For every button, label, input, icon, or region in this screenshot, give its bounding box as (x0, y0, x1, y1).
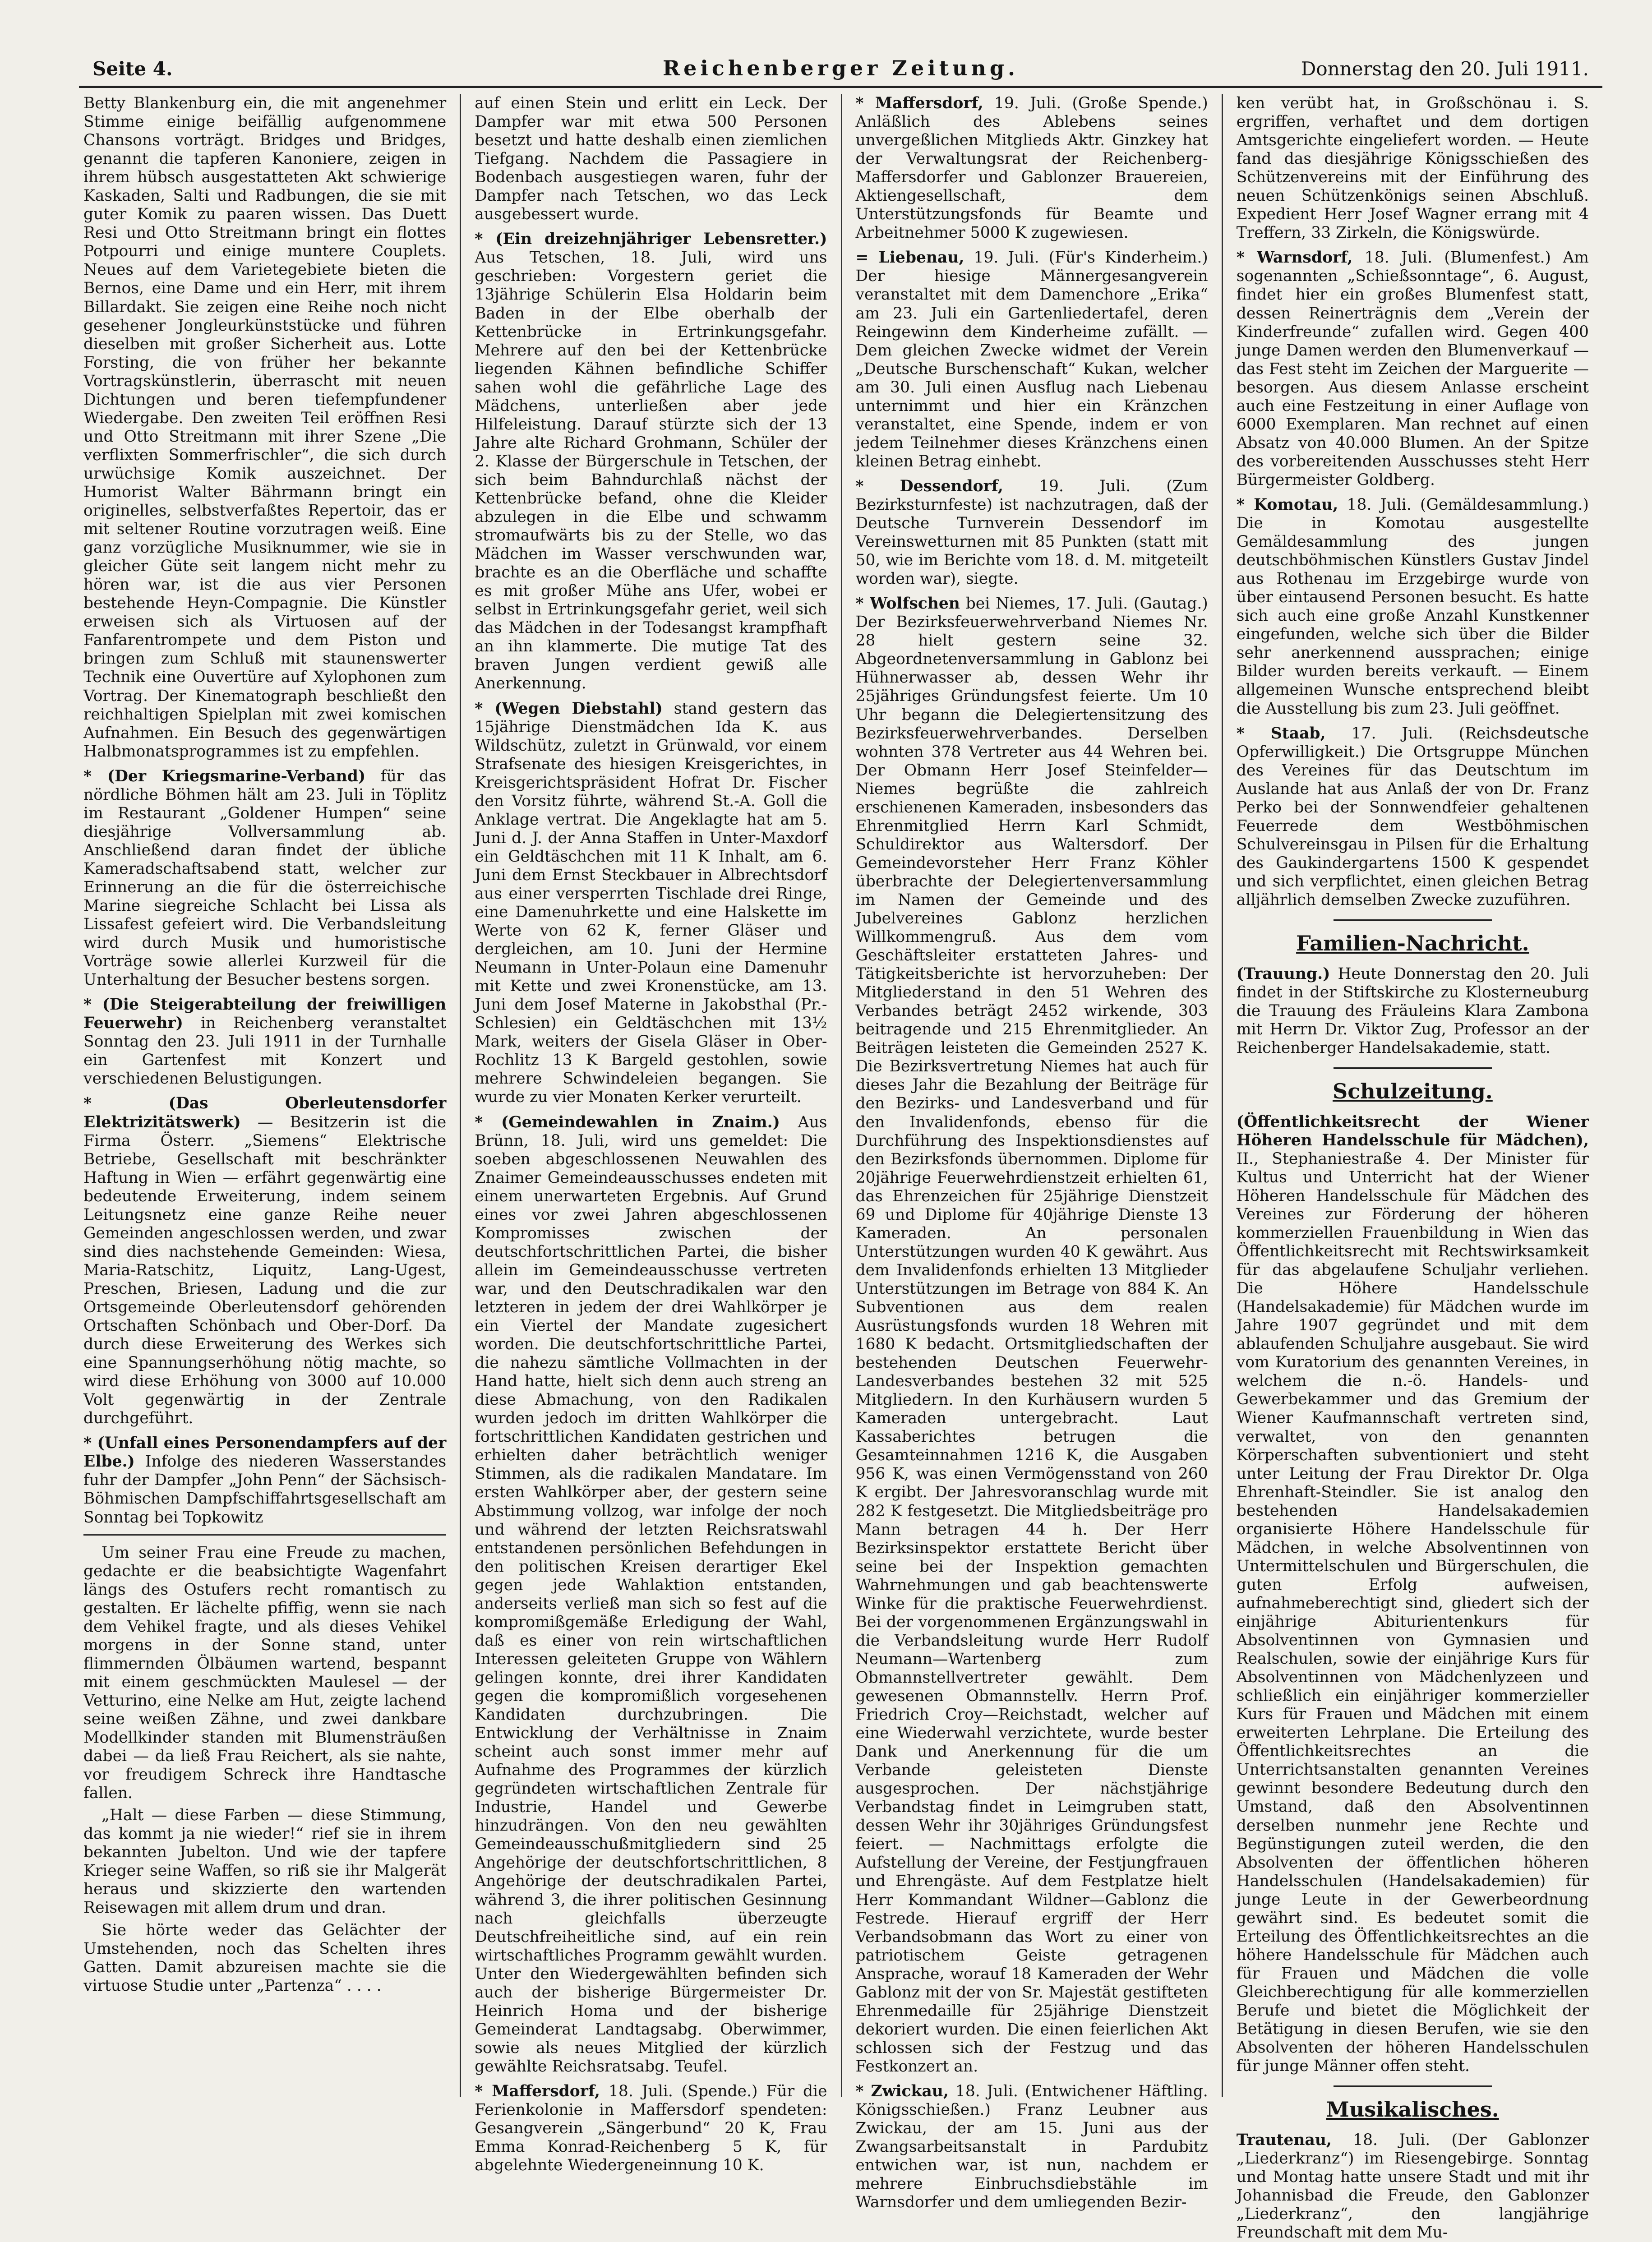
article-lebensretter: * (Ein dreizehnjähriger Lebensretter.) Aus Tetschen, 18. Juli, wird uns geschrieben: Vorgestern geriet die 13jährige Schülerin Elsa Holdarin beim Baden in der Elbe oberhalb der Kettenbrücke in Ertrinkungsgefahr. Mehrere auf den bei der Kettenbrücke liegenden Kähnen befindliche Schiffer sahen wohl die gefährliche Lage des Mädchens, unterließen aber jede Hilfeleistung. Darauf stürzte sich der 13 Jahre alte Richard Grohmann, Schüler der 2. Klasse der Bürgerschule in Tetschen, der sich beim Bahndurchlaß nächst der Kettenbrücke befand, ohne die Kleider abzulegen in die Elbe und schwamm stromaufwärts bis zu der Stelle, wo das Mädchen im Wasser verschwunden war, brachte es an die Oberfläche und schaffte es mit großer Mühe ans Ufer, wobei er selbst in Ertrinkungsgefahr geriet, weil sich das Mädchen in der Todesangst krampfhaft an ihn klammerte. Die mutige Tat des braven Jungen verdient gewiß alle Anerkennung. (475, 230, 827, 693)
issue-date: Donnerstag den 20. Juli 1911. (1301, 58, 1589, 80)
article-zwickau-cont: ken verübt hat, in Großschönau i. S. ergriffen, verhaftet und dem dortigen Amtsgerichte eingeliefert worden. — Heute fand das diesjährige Königsschießen des Schützenvereins mit der Einführung des neuen Schützenkönigs seinen Abschluß. Expedient Herr Josef Wagner errang mit 4 Treffern, 33 Zirkeln, die Königswürde. (1236, 94, 1589, 242)
section-title-familien: Familien-Nachricht. (1296, 931, 1529, 956)
page-number: Seite 4. (92, 58, 173, 80)
column-2 (460, 94, 840, 2175)
article-handelsschule: (Öffentlichkeitsrecht der Wiener Höheren Handelsschule für Mädchen), II., Stephaniestraße 4. Der Minister für Kultus und Unterricht hat der Wiener Höheren Handelsschule für Mädchen des Vereines zur Förderung der höheren kommerziellen Frauenbildung in Wien das Öffentlichkeitsrecht mit Rechtswirksamkeit für das abgelaufene Schuljahr verliehen. Die Höhere Handelsschule (Handelsakademie) für Mädchen wurde im Jahre 1907 gegründet und mit dem ablaufenden Schuljahre ausgebaut. Sie wird vom Kuratorium des genannten Vereines, in welchem die n.-ö. Handels- und Gewerbekammer und das Gremium der Wiener Kaufmannschaft vertreten sind, verwaltet, von den genannten Körperschaften subventioniert und steht unter Leitung der Frau Direktor Dr. Olga Ehrenhaft-Steindler. Sie ist analog den bestehenden Handelsakademien organisierte Höhere Handelsschule für Mädchen, in welche Absolventinnen von Untermittelschulen und Bürgerschulen, die guten Erfolg aufweisen, aufnahmeberechtigt sind, gliedert sich der einjährige Abiturientenkurs für Absolventinnen von Gymnasien und Realschulen, sowie der einjährige Kurs für Absolventinnen von Mädchenlyzeen und schließlich ein einjähriger kommerzieller Kurs für Frauen und Mädchen mit einem erweiterten Lehrplane. Die Erteilung des Öffentlichkeitsrechtes an die Unterrichtsanstalten genannten Vereines gewinnt besondere Bedeutung durch den Umstand, daß den Absolventinnen derselben nunmehr jene Rechte und Begünstigungen zuteil werden, die den Absolventen der öffentlichen höheren Handelsschulen (Handelsakademien) für junge Leute in der Gewerbeordnung gewährt sind. Es bedeutet somit die Erteilung des Öffentlichkeitsrechtes an die höhere Handelsschule für Mädchen auch für Frauen und Mädchen die volle Gleichberechtigung für alle kommerziellen Berufe und bietet die Möglichkeit der Betätigung in diesen Berufen, wie sie den Absolventen der höheren Handelsschulen für junge Männer offen steht. (1236, 1112, 1589, 2076)
feuilleton-divider (83, 1534, 446, 1536)
article-elektrizitaetswerk: * (Das Oberleutensdorfer Elektrizitätswerk) — Besitzerin ist die Firma Österr. „Siemens“ Elektrische Betriebe, Gesellschaft mit beschränkter Haftung in Wien — erfährt gegenwärtig eine bedeutende Erweiterung, indem seinem Leitungsnetz eine ganze Reihe neuer Gemeinden angeschlossen werden, und zwar sind dies nachstehende Gemeinden: Wiesa, Maria-Ratschitz, Liquitz, Lang-Ugest, Preschen, Briesen, Ladung und die zur Ortsgemeinde Oberleutensdorf gehörenden Ortschaften Schönbach und Ober-Dorf. Da durch diese Erweiterung des Werkes sich eine Spannungserhöhung nötig machte, so wird diese Erhöhung von 3000 auf 10.000 Volt gegenwärtig in der Zentrale durchgeführt. (83, 1094, 447, 1428)
article-staab: * Staab, 17. Juli. (Reichsdeutsche Opferwilligkeit.) Die Ortsgruppe München des Vereines für das Deutschtum im Auslande hat aus Anlaß der von Dr. Franz Perko bei der Sonnwendfeier gehaltenen Feuerrede dem Westböhmischen Schulvereinsgau in Pilsen für die Erhaltung des Gaukindergartens 1500 K gespendet und sich verpflichtet, einen gleichen Betrag alljährlich demselben Zwecke zuzuführen. (1236, 724, 1589, 909)
article-gautag: * Wolfschen bei Niemes, 17. Juli. (Gautag.) Der Bezirksfeuerwehrverband Niemes Nr. 28 hielt gestern seine 32. Abgeordnetenversammlung in Gablonz bei Hühnerwasser ab, dessen Wehr ihr 25jähriges Gründungsfest feierte. Um 10 Uhr begann die Delegiertensitzung des Bezirksfeuerwehrverbandes. Derselben wohnten 378 Vertreter aus 44 Wehren bei. Der Obmann Herr Josef Steinfelder—Niemes begrüßte die zahlreich erschienenen Kameraden, insbesonders das Ehrenmitglied Herrn Karl Schmidt, Schuldirektor aus Waltersdorf. Der Gemeindevorsteher Herr Franz Köhler überbrachte der Delegiertenversammlung im Namen der Gemeinde und des Jubelvereines Gablonz herzlichen Willkommengruß. Aus dem vom Geschäftsleiter erstatteten Jahres- und Tätigkeitsberichte ist hervorzuheben: Der Mitgliederstand in den 51 Wehren des Verbandes beträgt 2452 wirkende, 303 beitragende und 215 Ehrenmitglieder. An Beiträgen leisteten die Gemeinden 2527 K. Die Bezirksvertretung Niemes hat auch für dieses Jahr die Bezahlung der Beiträge für den Bezirks- und Landesverband und für den Invalidenfonds, ebenso für die Durchführung des Inspektionsdienstes auf den Bezirksfonds übernommen. Diplome für 20jährige Feuerwehrdienstzeit erhielten 61, das Ehrenzeichen für 25jährige Dienstzeit 69 und Diplome für 40jährige Dienste 13 Kameraden. An personalen Unterstützungen wurden 40 K gewährt. Aus dem Invalidenfonds erhielten 13 Mitglieder Unterstützungen im Betrage von 884 K. An Subventionen aus dem realen Ausrüstungsfonds wurden 18 Wehren mit 1680 K bedacht. Ortsmitgliedschaften der bestehenden Deutschen Feuerwehr-Landesverbandes bestehen 32 mit 525 Mitgliedern. In den Kurhäusern wurden 5 Kameraden untergebracht. Laut Kassaberichtes betrugen die Gesamteinnahmen 1216 K, die Ausgaben 956 K, was einen Vermögensstand von 260 K ergibt. Der Jahresvoranschlag wurde mit 282 K festgesetzt. Die Mitgliedsbeiträge pro Mann betragen 44 h. Der Herr Bezirksinspektor erstattete Bericht über seine bei der Inspektion gemachten Wahrnehmungen und gab beachtenswerte Winke für die praktische Feuerwehrdienst. Bei der vorgenommenen Ergänzungswahl in die Verbandsleitung wurde Herr Rudolf Neumann—Wartenberg zum Obmannstellvertreter gewählt. Dem gewesenen Obmannstellv. Herrn Prof. Friedrich Croy—Reichstadt, welcher auf eine Wiederwahl verzichtete, wurde bester Dank und Anerkennung für die um Verbande geleisteten Dienste ausgesprochen. Der nächstjährige Verbandstag findet in Leimgruben statt, dessen Wehr ihr 30jähriges Gründungsfest feiert. — Nachmittags erfolgte die Aufstellung der Vereine, der Festjungfrauen und Ehrengäste. Auf dem Festplatze hielt Herr Kommandant Wildner—Gablonz die Festrede. Hierauf ergriff der Herr Verbandsobmann das Wort zu einer von patriotischem Geiste getragenen Ansprache, worauf 18 Kameraden der Wehr Gablonz mit der von Sr. Majestät gestifteten Ehrenmedaille für 25jährige Dienstzeit dekoriert wurden. Die einen feierlichen Akt schlossen sich der Festzug und das Festkonzert an. (855, 595, 1208, 2076)
article-liebenau: = Liebenau, 19. Juli. (Für's Kinderheim.) Der hiesige Männergesangverein veranstaltet mit dem Damenchore „Erika“ am 23. Juli ein Gartenliedertafel, deren Reingewinn dem Kinderheime zufällt. — Dem gleichen Zwecke widmet der Verein „Deutsche Burschenschaft“ Kukan, welcher am 30. Juli einen Ausflug nach Liebenau unternimmt und hier ein Kränzchen veranstaltet, eine Spende, indem er von jedem Teilnehmer dieses Kränzchens einen kleinen Betrag einhebt. (855, 249, 1208, 471)
column-3 (841, 94, 1222, 2212)
article-trauung: (Trauung.) Heute Donnerstag den 20. Juli findet in der Stiftskirche zu Klosterneuburg die Trauung des Fräuleins Klara Zambona mit Herrn Dr. Viktor Zug, Professor an der Reichenberger Handelsakademie, statt. (1236, 964, 1589, 1057)
article-dampfer-unfall: * (Unfall eines Personendampfers auf der Elbe.) Infolge des niederen Wasserstandes fuhr der Dampfer „John Penn“ der Sächsisch-Böhmischen Dampfschiffahrtsgesellschaft am Sonntag bei Topkowitz (83, 1434, 447, 1527)
column-4 (1222, 94, 1602, 2242)
feuilleton-text: Um seiner Frau eine Freude zu machen, gedachte er die beabsichtigte Wagenfahrt längs des Ostufers recht romantisch zu gestalten. Er lächelte pfiffig, wenn sie nach dem Vehikel fragte, und als dieses Vehikel morgens in der Sonne stand, unter flimmernden Ölbäumen wartend, bespannt mit einem geschmückten Maulesel — der Vetturino, eine Nelke am Hut, zeigte lachend seine weißen Zähne, und zwei dankbare Modellkinder standen mit Blumensträußen dabei — da ließ Frau Reichert, als sie nahte, vor freudigem Schreck ihre Handtasche fallen. „Halt — diese Farben — diese Stimmung, das kommt ja nie wieder!“ rief sie in ihrem bekannten Jubelton. Und wie der tapfere Krieger seine Waffen, so riß sie ihr Malgerät heraus und skizzierte den wartenden Reisewagen mit allem drum und dran. Sie hörte weder das Gelächter der Umstehenden, noch das Schelten ihres Gatten. Damit abzureisen machte sie die virtuose Studie unter „Partenza“ . . . . (83, 1543, 447, 1995)
section-divider (1334, 919, 1492, 921)
article-kriegsmarine: * (Der Kriegsmarine-Verband) für das nördliche Böhmen hält am 23. Juli in Töplitz im Restaurant „Goldener Humpen“ seine diesjährige Vollversammlung ab. Anschließend daran findet der übliche Kameradschaftsabend statt, welcher zur Erinnerung an die für die österreichische Marine siegreiche Schlacht bei Lissa als Lissafest gefeiert wird. Die Verbandsleitung wird durch Musik und humoristische Vorträge sowie allerlei Kurzweil für die Unterhaltung der Besucher bestens sorgen. (83, 767, 447, 989)
article-zwickau: * Zwickau, 18. Juli. (Entwichener Häftling. Königsschießen.) Franz Leubner aus Zwickau, der am 15. Juni aus der Zwangsarbeitsanstalt in Pardubitz entwichen war, ist nun, nachdem er mehrere Einbruchsdiebstähle im Warnsdorfer und dem umliegenden Bezir- (855, 2082, 1208, 2212)
article-warnsdorf: * Warnsdorf, 18. Juli. (Blumenfest.) Am sogenannten „Schießsonntage“, 6. August, findet hier ein großes Blumenfest statt, dessen Reinerträgnis dem „Verein der Kinderfreunde“ zufallen wird. Gegen 400 junge Damen werden den Blumenverkauf — das Fest steht im Zeichen der Marguerite — besorgen. Aus diesem Anlasse erscheint auch eine Festzeitung in einer Auflage von 6000 Exemplaren. Man rechnet auf einen Absatz von 40.000 Blumen. An der Spitze des vorbereitenden Ausschusses steht Herr Bürgermeister Goldberg. (1236, 249, 1589, 489)
article-maffersdorf-grosse-spende: * Maffersdorf, 19. Juli. (Große Spende.) Anläßlich des Ablebens seines unvergeßlichen Mitglieds Aktr. Ginzkey hat der Verwaltungsrat der Reichenberg-Maffersdorfer und Gablonzer Brauereien, Aktiengesellschaft, dem Unterstützungsfonds für Beamte und Arbeitnehmer 5000 K zugewiesen. (855, 94, 1208, 242)
section-divider (1334, 2085, 1492, 2087)
masthead: Reichenberger Zeitung. (662, 56, 1019, 80)
article-komotau: * Komotau, 18. Juli. (Gemäldesammlung.) Die in Komotau ausgestellte Gemäldesammlung des jungen deutschböhmischen Künstlers Gustav Jindel aus Rothenau im Erzgebirge wurde von über eintausend Personen besucht. Es hatte sich auch eine große Anzahl Kunstkenner eingefunden, welche sich über die Bilder sehr anerkennend aussprachen; einige Bilder wurden bereits verkauft. — Einem allgemeinen Wunsche entsprechend bleibt die Ausstellung bis zum 23. Juli geöffnet. (1236, 495, 1589, 718)
article-trautenau: Trautenau, 18. Juli. (Der Gablonzer „Liederkranz“) im Riesengebirge. Sonntag und Montag hatte unsere Stadt und mit ihr Johannisbad die Freude, den Gablonzer „Liederkranz“, den langjährige Freundschaft mit dem Mu- (1236, 2131, 1589, 2242)
article-variety-review: Betty Blankenburg ein, die mit angenehmer Stimme einige beifällig aufgenommene Chansons vorträgt. Bridges und Bridges, genannt die tapferen Kanoniere, zeigen in ihrem hübsch ausgestatteten Akt schwierige Kaskaden, Salti und Radbungen, die sie mit guter Komik zu paaren wissen. Das Duett Resi und Otto Streitmann bringt ein flottes Potpourri und einige muntere Couplets. Neues auf dem Varietegebiete bieten die Bernos, eine Dame und ein Herr, mit ihrem Billardakt. Sie zeigen eine Reihe noch nicht gesehener Jongleurkünststücke und führen dieselben mit großer Sicherheit aus. Lotte Forsting, die von früher her bekannte Vortragskünstlerin, überrascht mit neuen Dichtungen und beren tiefempfundener Wiedergabe. Den zweiten Teil eröffnen Resi und Otto Streitmann mit ihrer Szene „Die verflixten Sommerfrischler“, die sich durch urwüchsige Komik auszeichnet. Der Humorist Walter Bährmann bringt ein originelles, selbstverfaßtes Repertoir, das er mit seltener Routine vorzutragen weiß. Eine ganz vorzügliche Musiknummer, wie sie in gleicher Güte seit langem nicht mehr zu hören war, ist die aus vier Personen bestehende Heyn-Compagnie. Die Künstler erweisen sich als Virtuosen auf der Fanfarentrompete und dem Piston und bringen zum Schluß mit staunenswerter Technik eine Ouvertüre auf Xylophonen zum Vortrag. Der Kinematograph beschließt den reichhaltigen Spielplan mit zwei komischen Aufnahmen. Ein Besuch des gegenwärtigen Halbmonatsprogrammes ist zu empfehlen. (83, 94, 447, 761)
article-diebstahl: * (Wegen Diebstahl) stand gestern das 15jährige Dienstmädchen Ida K. aus Wildschütz, zuletzt in Grünwald, vor einem Strafsenate des hiesigen Kreisgerichtes, in Kreisgerichtspräsident Hofrat Dr. Fischer den Vorsitz führte, während St.-A. Goll die Anklage vertrat. Die Angeklagte hat am 5. Juni d. J. der Anna Staffen in Unter-Maxdorf ein Geldtäschchen mit 11 K Inhalt, am 6. Juni dem Ernst Steckbauer in Albrechtsdorf aus einer versperrten Tischlade drei Ringe, eine Damenuhrkette und eine Halskette im Werte von 62 K, ferner Gläser und dergleichen, am 10. Juni der Hermine Neumann in Unter-Polaun eine Damenuhr mit Kette und zwei Kronenstücke, am 13. Juni dem Josef Materne in Jakobsthal (Pr.-Schlesien) ein Geldtäschchen mit 13½ Mark, weiters der Gisela Gläser in Ober-Rochlitz 13 K Bargeld gestohlen, sowie mehrere Schwindeleien begangen. Sie wurde zu vier Monaten Kerker verurteilt. (475, 699, 827, 1107)
columns (79, 94, 1602, 2242)
article-dessendorf: * Dessendorf, 19. Juli. (Zum Bezirksturnfeste) ist nachzutragen, daß der Deutsche Turnverein Dessendorf im Vereinswetturnen mit 85 Punkten (statt mit 50, wie im Berichte vom 18. d. M. mitgeteilt worden war), siegte. (855, 477, 1208, 588)
page-header (79, 54, 1602, 88)
section-divider (1334, 1067, 1492, 1069)
section-title-schulzeitung: Schulzeitung. (1332, 1079, 1493, 1103)
article-steigerabteilung: * (Die Steigerabteilung der freiwilligen Feuerwehr) in Reichenberg veranstaltet Sonntag den 23. Juli 1911 in der Turnhalle ein Gartenfest mit Konzert und verschiedenen Belustigungen. (83, 996, 447, 1088)
section-title-musikalisches: Musikalisches. (1326, 2097, 1499, 2122)
article-dampfer-cont: auf einen Stein und erlitt ein Leck. Der Dampfer war mit etwa 500 Personen besetzt und hatte deshalb einen ziemlichen Tiefgang. Nachdem die Passagiere in Bodenbach ausgestiegen waren, fuhr der Dampfer nach Tetschen, wo das Leck ausgebessert wurde. (475, 94, 827, 224)
column-1 (79, 94, 460, 2097)
article-maffersdorf-spende: * Maffersdorf, 18. Juli. (Spende.) Für die Ferienkolonie in Maffersdorf spendeten: Gesangverein „Sängerbund“ 20 K, Frau Emma Konrad-Reichenberg 5 K, für abgelehnte Wiedergeneinnung 10 K. (475, 2082, 827, 2175)
article-gemeindewahlen: * (Gemeindewahlen in Znaim.) Aus Brünn, 18. Juli, wird uns gemeldet: Die soeben abgeschlossenen Neuwahlen des Znaimer Gemeindeausschusses endeten mit einem unerwarteten Ergebnis. Auf Grund eines vor zwei Jahren abgeschlossenen Kompromisses zwischen der deutschfortschrittlichen Partei, die bisher allein im Gemeindeausschusse vertreten war, und den Deutschradikalen war den letzteren in jedem der drei Wahlkörper je ein Viertel der Mandate zugesichert worden. Die deutschfortschrittliche Partei, die nahezu sämtliche Vollmachten in der Hand hatte, hielt sich denn auch streng an diese Abmachung, von den Radikalen wurden jedoch im dritten Wahlkörper die fortschrittlichen Kandidaten gestrichen und erhielten daher beträchtlich weniger Stimmen, als die radikalen Mandatare. Im ersten Wahlkörper aber, der gestern seine Abstimmung vollzog, war infolge der noch und während der letzten Reichsratswahl entstandenen persönlichen Befehdungen in den politischen Kreisen derartiger Ekel gegen jede Wahlaktion entstanden, anderseits verließ man sich so fest auf die kompromißgemäße Erledigung der Wahl, daß es einer von rein wirtschaftlichen Interessen geleiteten Gruppe von Wählern gelingen konnte, drei ihrer Kandidaten gegen die kompromißlich vorgesehenen Kandidaten durchzubringen. Die Entwicklung der Verhältnisse in Znaim scheint auch sonst immer mehr auf Aufnahme des Programmes der kürzlich gegründeten wirtschaftlichen Zentrale für Industrie, Handel und Gewerbe hinzudrängen. Von den neu gewählten Gemeindeausschußmitgliedern sind 25 Angehörige der deutschfortschrittlichen, 8 Angehörige der deutschradikalen Partei, während 3, die ihrer politischen Gesinnung nach gleichfalls überzeugte Deutschfreiheitliche sind, auf ein rein wirtschaftliches Programm gewählt wurden. Unter den Wiedergewählten befinden sich auch der bisherige Bürgermeister Dr. Heinrich Homa und der bisherige Gemeinderat Landtagsabg. Oberwimmer, sowie als neues Mitglied der kürzlich gewählte Reichsratsabg. Teufel. (475, 1113, 827, 2076)
